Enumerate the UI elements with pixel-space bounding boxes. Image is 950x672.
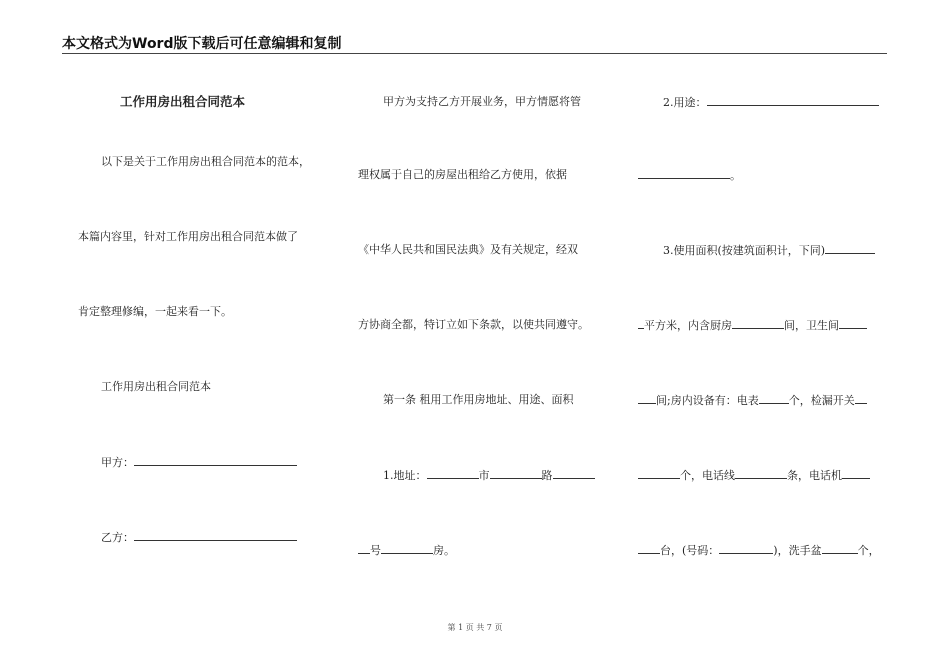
room-label: 房。 xyxy=(433,544,455,557)
number-label: 号 xyxy=(370,544,381,557)
page-number: 第 1 页 共 7 页 xyxy=(447,623,503,632)
address-label: 1.地址： xyxy=(383,469,427,482)
use-period: 。 xyxy=(730,169,741,182)
use-blank-2 xyxy=(638,168,730,179)
equip-unit: 个，检漏开关 xyxy=(788,394,855,407)
col2-line-4: 方协商全都，特订立如下条款，以使共同遵守。 xyxy=(358,318,589,331)
contract-subtitle: 工作用房出租合同范本 xyxy=(101,380,211,393)
address-line xyxy=(383,468,595,483)
phone-line xyxy=(638,468,870,483)
switch-blank-2 xyxy=(638,468,680,479)
switch-blank xyxy=(855,393,867,404)
area-blank xyxy=(825,243,875,254)
kitchen-blank xyxy=(732,318,784,329)
phone-blank xyxy=(842,468,870,479)
document-header: 本文格式为Word版下载后可任意编辑和复制 xyxy=(62,33,887,54)
area-line-2 xyxy=(638,318,867,333)
close-label: )，洗手盆 xyxy=(773,544,822,557)
article-1-heading: 第一条 租用工作用房地址、用途、面积 xyxy=(383,393,574,406)
party-a-label: 甲方： xyxy=(101,456,134,469)
basin-unit: 个， xyxy=(857,544,880,557)
party-a-line xyxy=(101,455,297,470)
number-blank-2 xyxy=(358,543,370,554)
party-b-line xyxy=(101,530,297,545)
intro-line-1: 以下是关于工作用房出租合同范本的范本， xyxy=(101,155,310,168)
equip-label: 间;房内设备有：电表 xyxy=(656,394,759,407)
col2-line-1: 甲方为支持乙方开展业务，甲方情愿将管 xyxy=(383,95,581,108)
equip-line xyxy=(638,393,867,408)
city-label: 市 xyxy=(478,469,490,482)
city-blank xyxy=(427,468,479,479)
toilet-blank xyxy=(839,318,867,329)
phone-line-label: 个，电话线 xyxy=(680,469,735,482)
party-b-label: 乙方： xyxy=(101,531,134,544)
use-label: 2.用途： xyxy=(663,96,707,109)
road-label: 路 xyxy=(541,469,553,482)
toilet-blank-2 xyxy=(638,393,656,404)
room-blank xyxy=(381,543,433,554)
use-line-2 xyxy=(638,168,741,183)
document-title: 工作用房出租合同范本 xyxy=(120,94,246,109)
number-line xyxy=(638,543,880,558)
number-blank xyxy=(553,468,595,479)
basin-blank xyxy=(822,543,858,554)
area-label: 3.使用面积(按建筑面积计，下同) xyxy=(663,244,826,257)
meter-blank xyxy=(759,393,789,404)
phone-number-blank xyxy=(719,543,773,554)
address-line-2 xyxy=(358,543,455,558)
phone-unit: 条，电话机 xyxy=(787,469,842,482)
phone-line-blank xyxy=(735,468,787,479)
intro-line-3: 肯定整理修编，一起来看一下。 xyxy=(78,305,232,318)
rooms-label: 间，卫生间 xyxy=(784,319,839,332)
area-unit: 平方米，内含厨房 xyxy=(644,319,732,332)
col2-line-2: 理权属于自己的房屋出租给乙方使用，依据 xyxy=(358,168,567,181)
tai-label: 台，(号码： xyxy=(660,544,720,557)
col2-line-3: 《中华人民共和国民法典》及有关规定，经双 xyxy=(358,243,578,256)
party-b-blank xyxy=(134,530,297,541)
road-blank xyxy=(490,468,542,479)
party-a-blank xyxy=(134,455,297,466)
area-line xyxy=(663,243,875,258)
phone-blank-2 xyxy=(638,543,660,554)
use-line xyxy=(663,95,879,110)
intro-line-2: 本篇内容里，针对工作用房出租合同范本做了 xyxy=(78,230,298,243)
use-blank xyxy=(707,95,879,106)
